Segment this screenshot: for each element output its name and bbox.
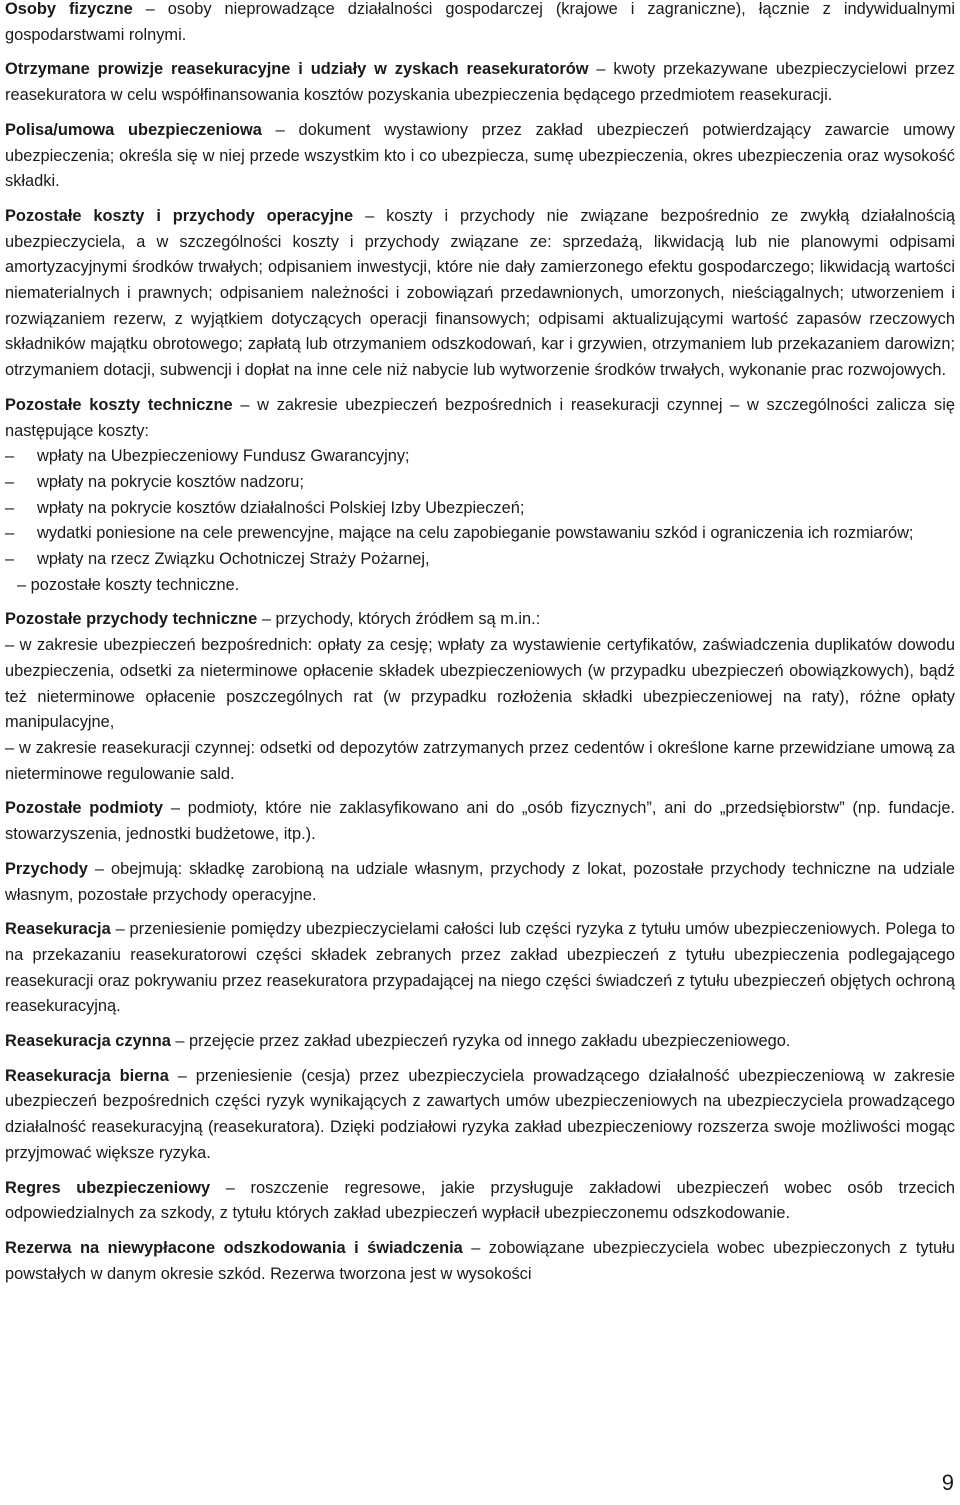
definition-otrzymane-prowizje — [5, 57, 955, 108]
definition-term: Pozostałe koszty i przychody operacyjne — [5, 206, 354, 225]
definition-reasekuracja-czynna — [5, 1029, 955, 1055]
przychody-techniczne-item: – w zakresie reasekuracji czynnej: odsetki od depozytów zatrzymanych przez cedentów i określone karne przewidziane umową za nieterminowe regulowanie sald. — [5, 738, 955, 783]
definition-text: – zobowiązane ubezpieczyciela wobec ubezpieczonych z tytułu powstałych w danym okresie szkód. Rezerwa tworzona jest w wysokości — [5, 1238, 955, 1283]
definition-pozostale-podmioty — [5, 796, 955, 847]
dash-bullet: – — [5, 498, 15, 517]
list-item: – wpłaty na pokrycie kosztów nadzoru; — [5, 470, 955, 496]
dash-bullet: – — [5, 550, 15, 569]
list-item: – wpłaty na rzecz Związku Ochotniczej Straży Pożarnej, — [5, 547, 955, 573]
definition-term: Pozostałe koszty techniczne — [5, 395, 233, 414]
definition-text: – przychody, których źródłem są m.in.: — [257, 610, 541, 629]
dash-bullet: – — [5, 472, 15, 491]
definition-text: – przejęcie przez zakład ubezpieczeń ryzyka od innego zakładu ubezpieczeniowego. — [170, 1032, 791, 1051]
definition-reasekuracja — [5, 917, 955, 1020]
definition-term: Rezerwa na niewypłacone odszkodowania i świadczenia — [5, 1238, 463, 1257]
definition-term: Reasekuracja — [5, 920, 111, 939]
przychody-techniczne-item: – w zakresie ubezpieczeń bezpośrednich: opłaty za cesję; wpłaty za wystawienie certyfikatów, zaświadczenia duplikatów dowodu ubezpieczenia, odsetki za nieterminowe opłacenie składek ubezpieczeniowych (w przypadku ubezpieczeń obowiązkowych), bądź też nieterminowe opłacenie poszczególnych rat (w przypadku rozłożenia składki ubezpieczeniowej na raty), różne opłaty manipulacyjne, — [5, 636, 955, 732]
definition-text: – przeniesienie pomiędzy ubezpieczycielami całości lub części ryzyka z tytułu umów ubezpieczeniowych. Polega to na przekazaniu reasekuratorowi części składek zebranych przez zakład ubezpieczeń z tytułu ubezpieczenia podlegającego reasekuracji oraz pokrywaniu przez reasekuratora przypadającej na niego części świadczeń z tytułu ubezpieczeń objętych ochroną reasekuracyjną. — [5, 920, 955, 1016]
koszty-techniczne-list — [5, 444, 955, 598]
definition-pozostale-koszty-przychody-operacyjne — [5, 204, 955, 384]
definition-text: – dokument wystawiony przez zakład ubezpieczeń potwierdzający zawarcie umowy ubezpieczenia; określa się w niej przede wszystkim kto i co ubezpiecza, sumę ubezpieczenia, okres ubezpieczenia oraz wysokość składki. — [5, 120, 955, 191]
list-item: – wydatki poniesione na cele prewencyjne, mające na celu zapobieganie powstawaniu szkód i ograniczenia ich rozmiarów; — [5, 521, 955, 547]
definition-term: Reasekuracja bierna — [5, 1066, 169, 1085]
definition-text: – podmioty, które nie zaklasyfikowano ani do „osób fizycznych”, ani do „przedsiębiorstw” (np. fundacje. stowarzyszenia, jednostki budżetowe, itp.). — [5, 799, 955, 844]
definition-text: – obejmują: składkę zarobioną na udziale własnym, przychody z lokat, pozostałe przychody techniczne na udziale własnym, pozostałe przychody operacyjne. — [5, 859, 955, 904]
definition-term: Otrzymane prowizje reasekuracyjne i udziały w zyskach reasekuratorów — [5, 60, 589, 79]
definition-pozostale-koszty-techniczne — [5, 393, 955, 444]
definition-polisa — [5, 118, 955, 195]
definition-text: – roszczenie regresowe, jakie przysługuje zakładowi ubezpieczeń wobec osób trzecich odpowiedzialnych za szkody, z tytułu których zakład ubezpieczeń wypłacił ubezpieczonemu odszkodowanie. — [5, 1178, 956, 1223]
definition-term: Reasekuracja czynna — [5, 1032, 171, 1051]
definition-przychody — [5, 857, 955, 908]
definition-text: – koszty i przychody nie związane bezpośrednio ze zwykłą działalnością ubezpieczyciela, a w szczególności koszty i przychody związane ze: sprzedażą, likwidacją lub nie planowymi odpisami amortyzacyjnymi środków trwałych; odpisaniem inwestycji, które nie dały zamierzonego efektu gospodarczego; likwidacją wartości niematerialnych i prawnych; odpisaniem należności i zobowiązań przedawnionych, umorzonych, nieściągalnych; utworzeniem i rozwiązaniem rezerw, z wyjątkiem dotyczących operacji finansowych; odpisami aktualizującymi wartość zapasów rzeczowych składników majątku obrotowego; zapłatą lub otrzymaniem odszkodowań, kar i grzywien, otrzymaniem lub przekazaniem darowizn; otrzymaniem dotacji, subwencji i dopłat na inne cele niż nabycie lub wytworzenie środków trwałych, wykonanie prac rozwojowych. — [5, 206, 956, 380]
document-page — [5, 0, 955, 1296]
definition-term: Przychody — [5, 859, 88, 878]
definition-regres-ubezpieczeniowy — [5, 1176, 955, 1227]
definition-reasekuracja-bierna — [5, 1064, 955, 1167]
list-item: – pozostałe koszty techniczne. — [17, 575, 240, 594]
definition-term: Regres ubezpieczeniowy — [5, 1178, 211, 1197]
definition-text: – w zakresie ubezpieczeń bezpośrednich i reasekuracji czynnej – w szczególności zalicza się następujące koszty: — [5, 395, 956, 440]
list-item: – wpłaty na pokrycie kosztów działalności Polskiej Izby Ubezpieczeń; — [5, 496, 955, 522]
definition-text: – przeniesienie (cesja) przez ubezpieczyciela prowadzącego działalność ubezpieczeniową w zakresie ubezpieczeń bezpośrednich części ryzyk wynikających z zawartych umów ubezpieczeniowych na ubezpieczyciela prowadzącego działalność reasekuracyjną (reasekuratora). Dzięki podziałowi ryzyka zakład ubezpieczeniowy rozszerza swoje możliwości mogąc przyjmować większe ryzyka. — [5, 1066, 956, 1162]
page-number: 9 — [941, 1470, 954, 1495]
definition-term: Osoby fizyczne — [5, 0, 133, 18]
dash-bullet: – — [5, 447, 15, 466]
definition-term: Polisa/umowa ubezpieczeniowa — [5, 120, 262, 139]
definition-term: Pozostałe przychody techniczne — [5, 610, 258, 629]
definition-pozostale-przychody-techniczne — [5, 607, 955, 633]
definition-term: Pozostałe podmioty — [5, 799, 164, 818]
definition-text: – kwoty przekazywane ubezpieczycielowi przez reasekuratora w celu współfinansowania kosztów pozyskania ubezpieczenia będącego przedmiotem reasekuracji. — [5, 60, 955, 105]
list-item: – wpłaty na Ubezpieczeniowy Fundusz Gwarancyjny; — [5, 444, 955, 470]
dash-bullet: – — [5, 524, 15, 543]
definition-osoby-fizyczne — [5, 0, 955, 48]
definition-rezerwa — [5, 1236, 955, 1287]
definition-text: – osoby nieprowadzące działalności gospodarczej (krajowe i zagraniczne), łącznie z indywidualnymi gospodarstwami rolnymi. — [5, 0, 955, 44]
